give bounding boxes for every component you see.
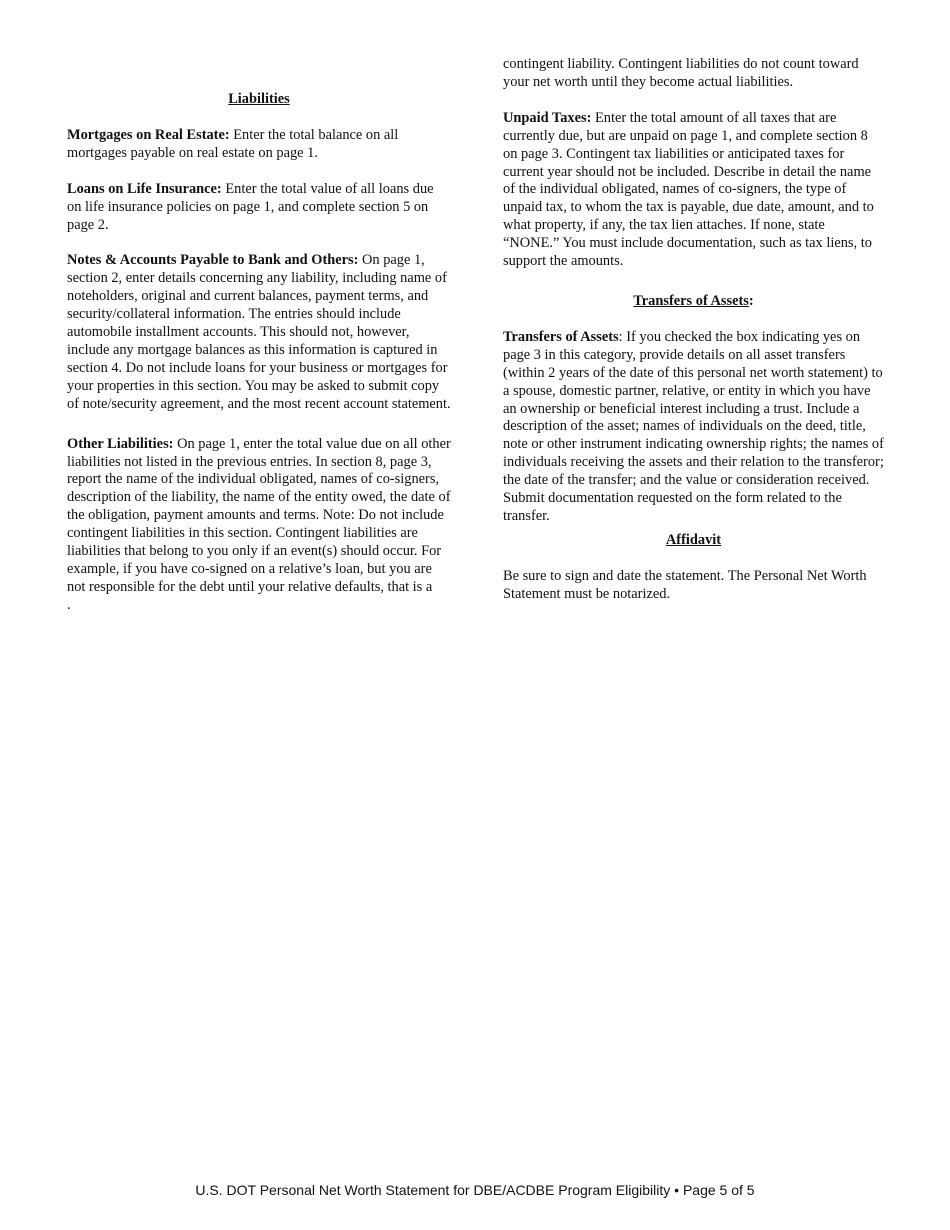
notes-text: On page 1, section 2, enter details concerning any liability, including name of noteholders, original and current balances, payment terms, and security/collateral information. The entries should include automobile installment accounts. This should not, however, include any mortgage balances as this information is captured in section 4. Do not include loans for your business or mortgages for your properties in this section. You may be asked to submit copy of note/security agreement, and the most recent account statement. [67,252,451,412]
footer-separator: • [670,1182,683,1198]
notes-label: Notes & Accounts Payable to Bank and Others: [67,252,359,269]
notes-paragraph [67,252,451,413]
mortgages-label: Mortgages on Real Estate: [67,126,230,143]
right-column [503,56,884,604]
mortgages-text: Enter the total balance on all mortgages payable on real estate on page 1. [67,126,399,161]
other-liabilities-paragraph [67,436,451,597]
transfers-heading [503,293,884,311]
left-column [67,56,451,615]
mortgages-paragraph [67,127,451,163]
loans-paragraph [67,181,451,235]
transfers-text: : If you checked the box indicating yes on page 3 in this category, provide details on all asset transfers (within 2 years of the date of this personal net worth statement) to a spouse, domestic partner, relative, or entity in which you have an ownership or beneficial interest including a trust. Include a description of the asset; names of individuals on the deed, title, note or other instrument indicating ownership rights; the names of individuals receiving the assets and their relation to the transferor; the date of the transfer; and the value or consideration received. Submit documentation requested on the form related to the transfer. [503,328,884,524]
page-footer [0,1182,950,1200]
affidavit-text: Be sure to sign and date the statement. The Personal Net Worth Statement must be notarized. [503,567,867,602]
transfers-heading-suffix: : [748,292,754,309]
footer-text: U.S. DOT Personal Net Worth Statement for DBE/ACDBE Program Eligibility [195,1182,671,1198]
loans-label: Loans on Life Insurance: [67,180,222,197]
unpaid-taxes-text: Enter the total amount of all taxes that are currently due, but are unpaid on page 1, and complete section 8 on page 3. Contingent tax liabilities or anticipated taxes for current year should not be included. Describe in detail the name of the individual obligated, names of co-signers, the type of unpaid tax, to whom the tax is payable, due date, amount, and to what property, if any, the tax lien attaches. If none, state “NONE.” You must include documentation, such as tax liens, to support the amounts. [503,109,874,270]
transfers-heading-text: Transfers of Assets [633,292,749,309]
loans-text: Enter the total value of all loans due on life insurance policies on page 1, and complete section 5 on page 2. [67,180,434,233]
other-liabilities-trailing: . [67,596,71,613]
other-liabilities-label: Other Liabilities: [67,435,174,452]
other-liabilities-text: On page 1, enter the total value due on all other liabilities not listed in the previous entries. In section 8, page 3, report the name of the individual obligated, names of co-signers, description of the liability, the name of the entity owed, the date of the obligation, payment amounts and terms. Note: Do not include contingent liabilities in this section. Contingent liabilities are liabilities that belong to you only if an event(s) should occur. For example, if you have co-signed on a relative’s loan, but you are not responsible for the debt until your relative defaults, that is a [67,435,451,595]
contingent-continuation: contingent liability. Contingent liabilities do not count toward your net worth until they become actual liabilities. [503,56,859,90]
affidavit-heading: Affidavit [665,531,722,548]
unpaid-taxes-paragraph [503,110,884,271]
liabilities-heading: Liabilities [228,91,290,107]
footer-page-number: Page 5 of 5 [682,1182,755,1198]
unpaid-taxes-label: Unpaid Taxes: [503,109,592,126]
transfers-label: Transfers of Assets [503,328,619,345]
transfers-paragraph [503,329,884,526]
